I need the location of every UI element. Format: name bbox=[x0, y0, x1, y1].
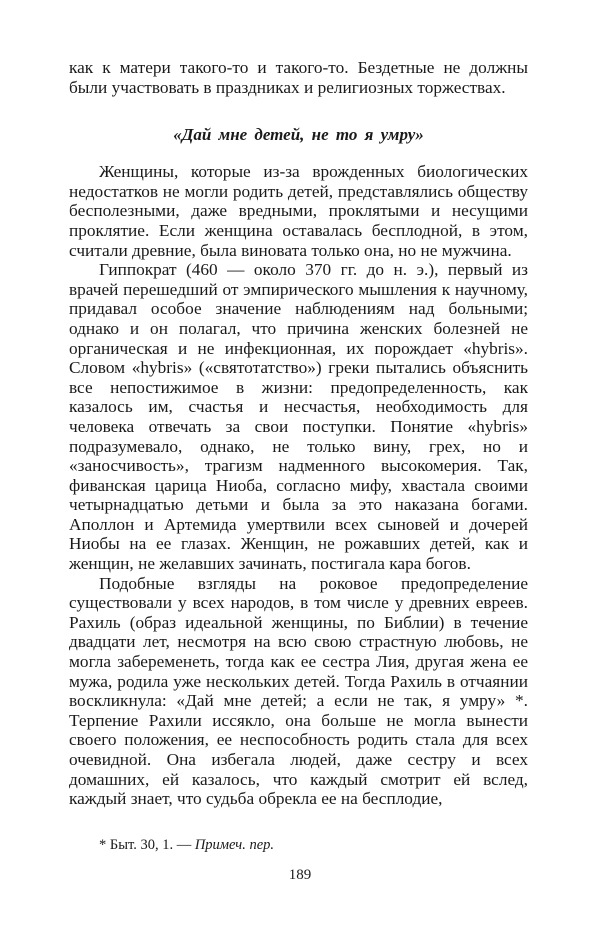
section-heading: «Дай мне детей, не то я умру» bbox=[173, 125, 424, 145]
paragraph-hippocrates: Гиппократ (460 — около 370 гг. до н. э.), первый из врачей перешедший от эмпирического мышления к научному, придавал особое значение наблюдениям над больными; однако и он полагал, что причина женских болезней не органическая и не инфекционная, их порождает «hybris». Словом «hybris» («святотатство») греки пытались объяснить все непостижимое в жизни: предопределенность, как казалось им, счастья и несчастья, необходимость для человека отвечать за свои поступки. Понятие «hybris» подразумевало, однако, не только вину, грех, но и «заносчивость», трагизм надменного высокомерия. Так, фиванская царица Ниоба, согласно мифу, хвастала своими четырнадцатью детьми и была за это наказана богами. Аполлон и Артемида умертвили всех сыновей и дочерей Ниобы на ее глазах. Женщин, не рожавших детей, как и женщин, не желавших зачинать, постигала кара богов. bbox=[69, 260, 528, 574]
paragraph-rachel: Подобные взгляды на роковое предопределение существовали у всех народов, в том числе у древних евреев. Рахиль (образ идеальной женщины, по Библии) в течение двадцати лет, несмотря на всю свою страстную любовь, не могла забеременеть, тогда как ее сестра Лия, другая жена ее мужа, родила уже нескольких детей. Тогда Рахиль в отчаянии воскликнула: «Дай мне детей; а если не так, я умру» *. Терпение Рахили иссякло, она больше не могла вынести своего положения, ее неспособность родить стала для всех очевидной. Она избегала людей, даже сестру и всех домашних, ей казалось, что каждый смотрит ей вслед, каждый знает, что судьба обрекла ее на бесплодие, bbox=[69, 573, 528, 809]
paragraph-infertile-women: Женщины, которые из-за врожденных биологических недостатков не могли родить детей, представлялись обществу бесполезными, даже вредными, проклятыми и несущими проклятие. Если женщина оставалась бесплодной, в этом, считали древние, была виновата только она, но не мужчина. bbox=[69, 162, 528, 260]
footnote bbox=[99, 836, 274, 854]
footnote-source: Примеч. пер. bbox=[194, 837, 275, 853]
page-number: 189 bbox=[288, 867, 312, 883]
footnote-text: * Быт. 30, 1. — bbox=[99, 837, 195, 853]
page-body bbox=[69, 58, 528, 809]
paragraph-continuation: как к матери такого-то и такого-то. Бездетные не должны были участвовать в праздниках и религиозных торжествах. bbox=[69, 58, 528, 97]
